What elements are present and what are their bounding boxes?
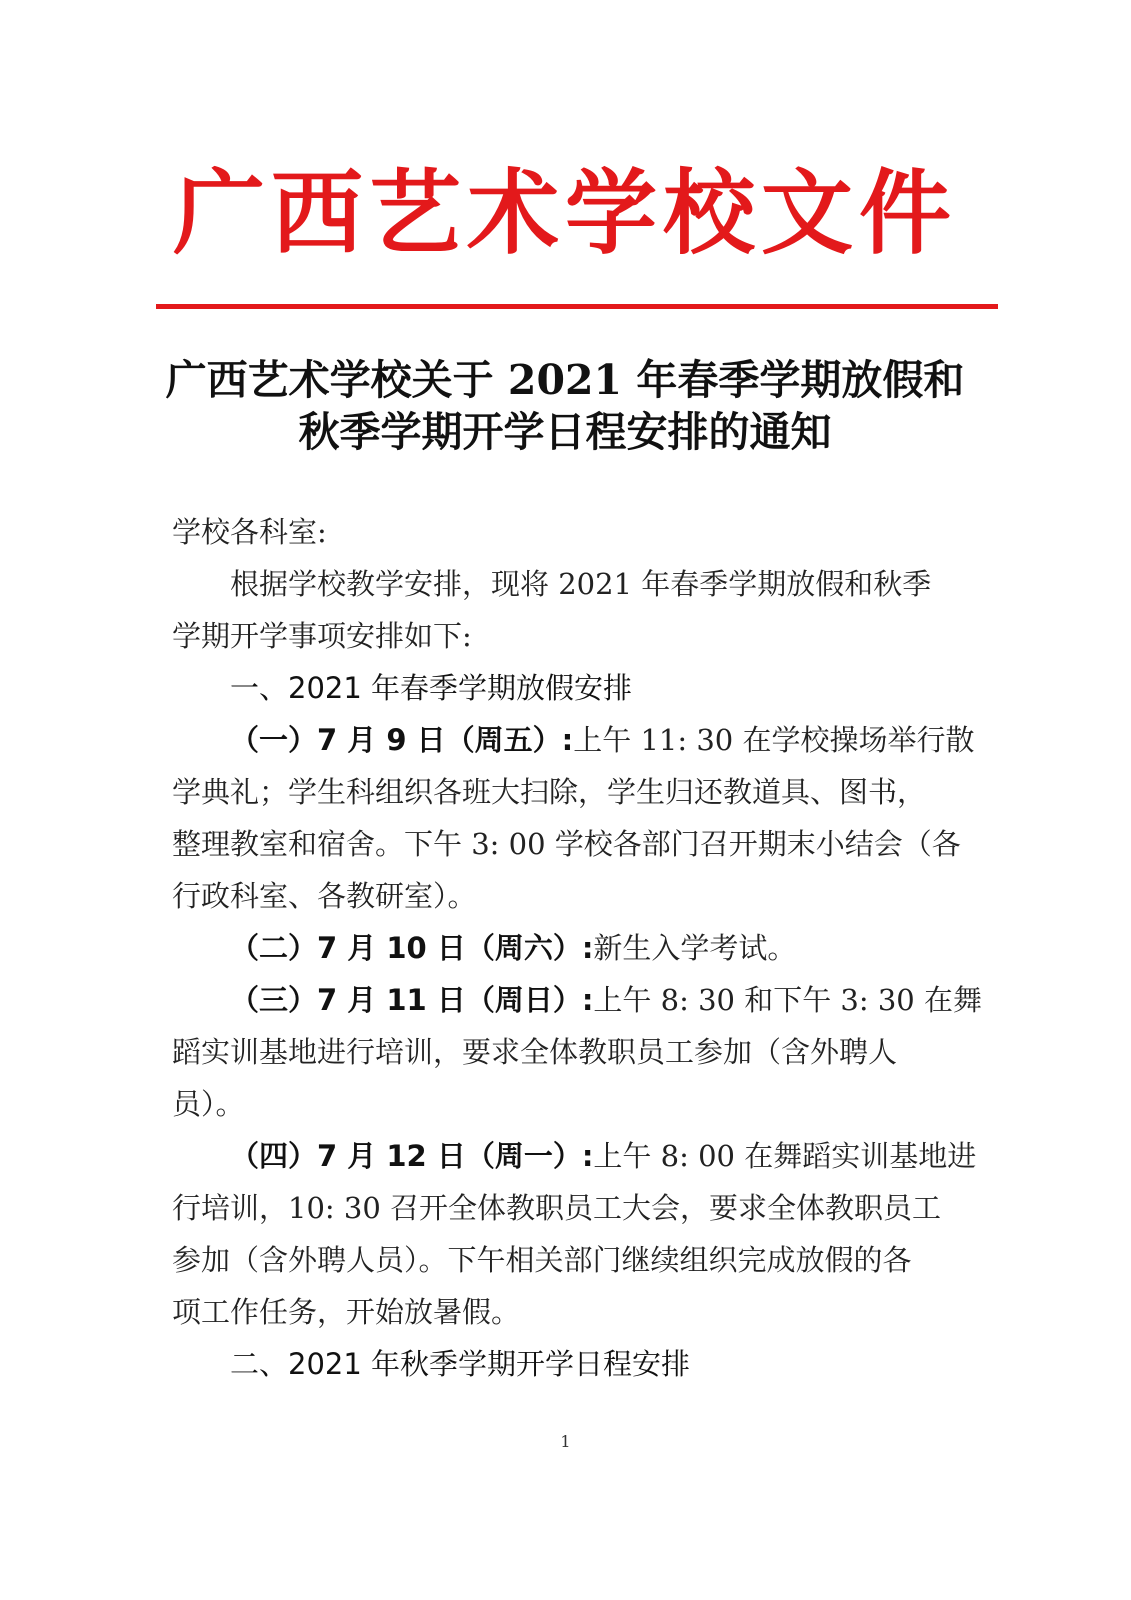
item-4-label: （四）7 月 12 日（周一）: — [230, 1139, 594, 1173]
intro-line-1: 根据学校教学安排，现将 2021 年春季学期放假和秋季 — [230, 567, 932, 601]
header-red-rule — [156, 304, 998, 309]
item-3-label: （三）7 月 11 日（周日）: — [230, 983, 594, 1017]
item-1-line-2: 学典礼；学生科组织各班大扫除，学生归还教道具、图书， — [172, 775, 927, 809]
intro-line-2: 学期开学事项安排如下: — [172, 619, 472, 653]
item-2-label: （二）7 月 10 日（周六）: — [230, 931, 594, 965]
item-1-line-3: 整理教室和宿舍。下午 3: 00 学校各部门召开期末小结会（各 — [172, 827, 961, 861]
item-4-line-2: 行培训，10: 30 召开全体教职员工大会，要求全体教职员工 — [172, 1191, 942, 1225]
section-1-heading: 一、2021 年春季学期放假安排 — [230, 671, 633, 705]
section-2-heading: 二、2021 年秋季学期开学日程安排 — [230, 1347, 691, 1381]
item-1-line-4: 行政科室、各教研室）。 — [172, 879, 477, 913]
item-3-text: 上午 8: 30 和下午 3: 30 在舞 — [593, 983, 982, 1017]
document-title-line-2: 秋季学期开学日程安排的通知 — [298, 408, 832, 456]
item-1-text: 上午 11: 30 在学校操场举行散 — [573, 723, 975, 757]
item-2-line-1 — [230, 928, 1030, 968]
item-4-line-4: 项工作任务，开始放暑假。 — [172, 1295, 521, 1329]
item-1-label: （一）7 月 9 日（周五）: — [230, 723, 574, 757]
page-number: 1 — [560, 1432, 571, 1451]
item-4-line-3: 参加（含外聘人员）。下午相关部门继续组织完成放假的各 — [172, 1243, 912, 1277]
org-header-title: 广西艺术学校文件 — [172, 159, 957, 267]
item-4-line-1 — [230, 1136, 1030, 1176]
document-title-line-1: 广西艺术学校关于 2021 年春季学期放假和 — [165, 356, 965, 404]
salutation: 学校各科室: — [172, 515, 327, 549]
item-3-line-1 — [230, 980, 1030, 1020]
item-3-line-2: 蹈实训基地进行培训，要求全体教职员工参加（含外聘人 — [172, 1035, 898, 1069]
item-2-text: 新生入学考试。 — [593, 931, 797, 965]
item-3-line-3: 员）。 — [172, 1087, 245, 1121]
item-4-text: 上午 8: 00 在舞蹈实训基地进 — [593, 1139, 977, 1173]
item-1-line-1 — [230, 720, 1030, 760]
